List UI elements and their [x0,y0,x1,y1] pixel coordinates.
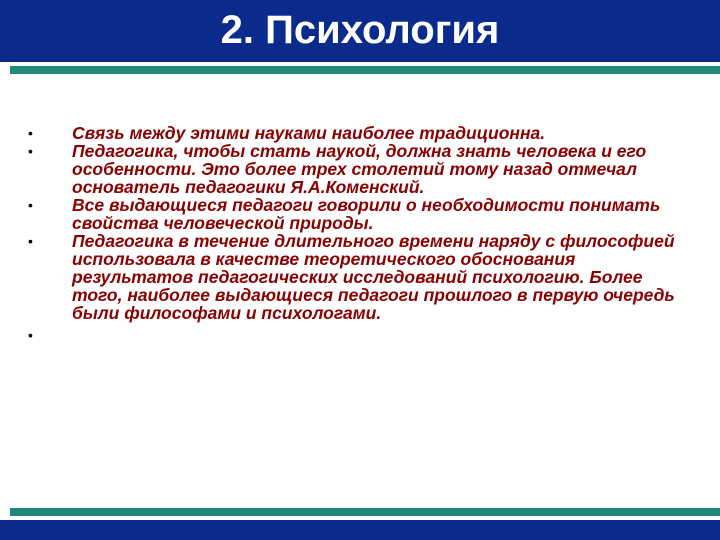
bullet-text: Связь между этими науками наиболее традиционна. [72,123,546,143]
bottom-accent-line [10,508,720,516]
title-bar [0,0,720,62]
bullet-item-3 [28,196,688,232]
bullet-item-1 [28,124,688,142]
bullet-marker: • [28,125,33,141]
bullet-marker: • [28,143,33,159]
bullet-marker: • [28,233,33,249]
bullet-item-4 [28,232,688,322]
bullet-marker: • [28,197,33,213]
bullet-item-2 [28,142,688,196]
slide-title: 2. Психология [220,8,500,52]
bullet-list [28,123,688,343]
bullet-text: Педагогика в течение длительного времени наряду с философией использовала в качестве теоретического обоснования результатов педагогических исследований психологию. Более того, наиболее выдающиеся педагоги прошлого в первую очередь были философами и психологами. [72,231,675,323]
bullet-marker: • [28,327,33,343]
bullet-text: Педагогика, чтобы стать наукой, должна знать человека и его особенности. Это более трех столетий тому назад отмечал основатель педагогики Я.А.Коменский. [72,141,647,197]
bullet-text: Все выдающиеся педагоги говорили о необходимости понимать свойства человеческой природы. [72,195,661,233]
top-accent-line [10,66,720,74]
footer-bar [0,520,720,540]
